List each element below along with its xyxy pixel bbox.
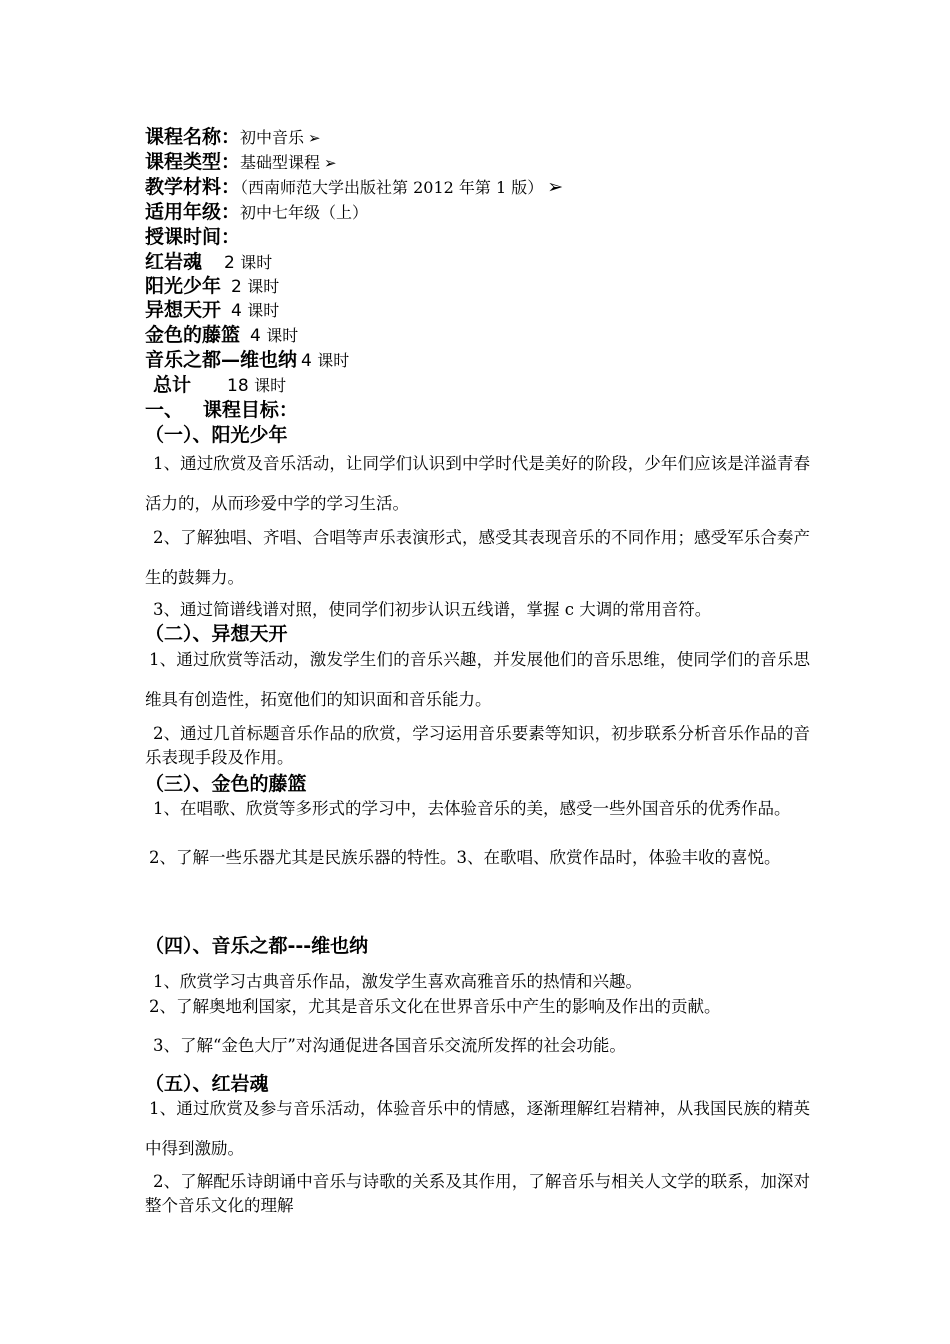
grade-value: 初中七年级（上） (240, 203, 369, 222)
schedule-hours-unit: 课时 (266, 326, 299, 345)
course-type-line (145, 150, 337, 175)
schedule-row (145, 298, 279, 323)
goal-paragraph: 1、欣赏学习古典音乐作品，激发学生喜欢高雅音乐的热情和兴趣。 (153, 972, 642, 991)
schedule-hours: 4 (301, 351, 312, 371)
time-label: 授课时间： (145, 226, 241, 248)
schedule-row (145, 274, 279, 299)
material-label: 教学材料： (145, 176, 241, 198)
schedule-unit: 阳光少年 (145, 275, 222, 297)
goals-heading: 一、 课程目标： (145, 399, 298, 421)
schedule-unit: 红岩魂 (145, 251, 203, 273)
schedule-hours-unit: 课时 (247, 277, 280, 296)
schedule-row (145, 323, 298, 348)
schedule-unit: 异想天开 (145, 299, 222, 321)
goal-paragraph: 2、了解一些乐器尤其是民族乐器的特性。3、在歌唱、欣赏作品时，体验丰收的喜悦。 (149, 848, 781, 867)
section-heading: （五）、红岩魂 (145, 1073, 269, 1095)
goal-paragraph: 2、通过几首标题音乐作品的欣赏，学习运用音乐要素等知识，初步联系分析音乐作品的音乐表现手段及作用。 (145, 724, 810, 767)
goal-paragraph: 3、通过简谱线谱对照，使同学们初步认识五线谱，掌握 c 大调的常用音符。 (153, 600, 712, 619)
schedule-hours-unit: 课时 (240, 253, 273, 272)
grade-line (145, 200, 368, 225)
goal-paragraph: 1、通过欣赏及音乐活动，让同学们认识到中学时代是美好的阶段，少年们应该是洋溢青春活力的，从而珍爱中学的学习生活。 (145, 454, 810, 513)
course-type-value: 基础型课程 (240, 153, 321, 172)
goal-paragraph: 2、了解奥地利国家，尤其是音乐文化在世界音乐中产生的影响及作出的贡献。 (149, 997, 721, 1016)
schedule-hours: 4 (231, 301, 242, 321)
schedule-hours-unit: 课时 (247, 301, 280, 320)
arrow-marker-icon: ➢ (324, 154, 337, 172)
goal-paragraph: 1、通过欣赏及参与音乐活动，体验音乐中的情感，逐渐理解红岩精神，从我国民族的精英中得到激励。 (145, 1099, 810, 1158)
arrow-marker-icon: ➢ (547, 176, 564, 198)
section-heading: （二）、异想天开 (145, 623, 288, 645)
goal-paragraph: 3、了解“金色大厅”对沟通促进各国音乐交流所发挥的社会功能。 (153, 1036, 626, 1055)
arrow-marker-icon: ➢ (308, 129, 321, 147)
schedule-total-label: 总计 (153, 374, 192, 396)
material-value: （西南师范大学出版社第 2012 年第 1 版） (240, 178, 544, 197)
section-heading: （四）、音乐之都---维也纳 (145, 935, 369, 957)
schedule-total-hours: 18 (227, 376, 249, 396)
section-heading: （三）、金色的藤篮 (145, 773, 307, 795)
schedule-unit: 金色的藤篮 (145, 324, 241, 346)
time-line (145, 225, 240, 250)
material-line (145, 175, 563, 200)
section-heading: （一）、阳光少年 (145, 424, 288, 446)
grade-label: 适用年级： (145, 201, 241, 223)
schedule-hours: 2 (231, 277, 242, 297)
schedule-row (145, 348, 349, 373)
course-name-line (145, 125, 321, 150)
schedule-hours: 2 (224, 253, 235, 273)
goal-paragraph: 1、在唱歌、欣赏等多形式的学习中，去体验音乐的美，感受一些外国音乐的优秀作品。 (153, 799, 791, 818)
schedule-total-row (153, 373, 286, 398)
schedule-hours: 4 (250, 326, 261, 346)
schedule-hours-unit: 课时 (254, 376, 287, 395)
schedule-hours-unit: 课时 (317, 351, 350, 370)
course-name-value: 初中音乐 (240, 128, 305, 147)
course-type-label: 课程类型： (145, 151, 241, 173)
goal-paragraph: 2、了解配乐诗朗诵中音乐与诗歌的关系及其作用，了解音乐与相关人文学的联系，加深对整个音乐文化的理解 (145, 1172, 810, 1215)
goal-paragraph: 1、通过欣赏等活动，激发学生们的音乐兴趣，并发展他们的音乐思维，使同学们的音乐思维具有创造性，拓宽他们的知识面和音乐能力。 (145, 650, 810, 709)
schedule-row (145, 250, 272, 275)
goal-paragraph: 2、了解独唱、齐唱、合唱等声乐表演形式，感受其表现音乐的不同作用；感受军乐合奏产生的鼓舞力。 (145, 528, 810, 587)
course-name-label: 课程名称： (145, 126, 241, 148)
schedule-unit: 音乐之都—维也纳 (145, 349, 298, 371)
